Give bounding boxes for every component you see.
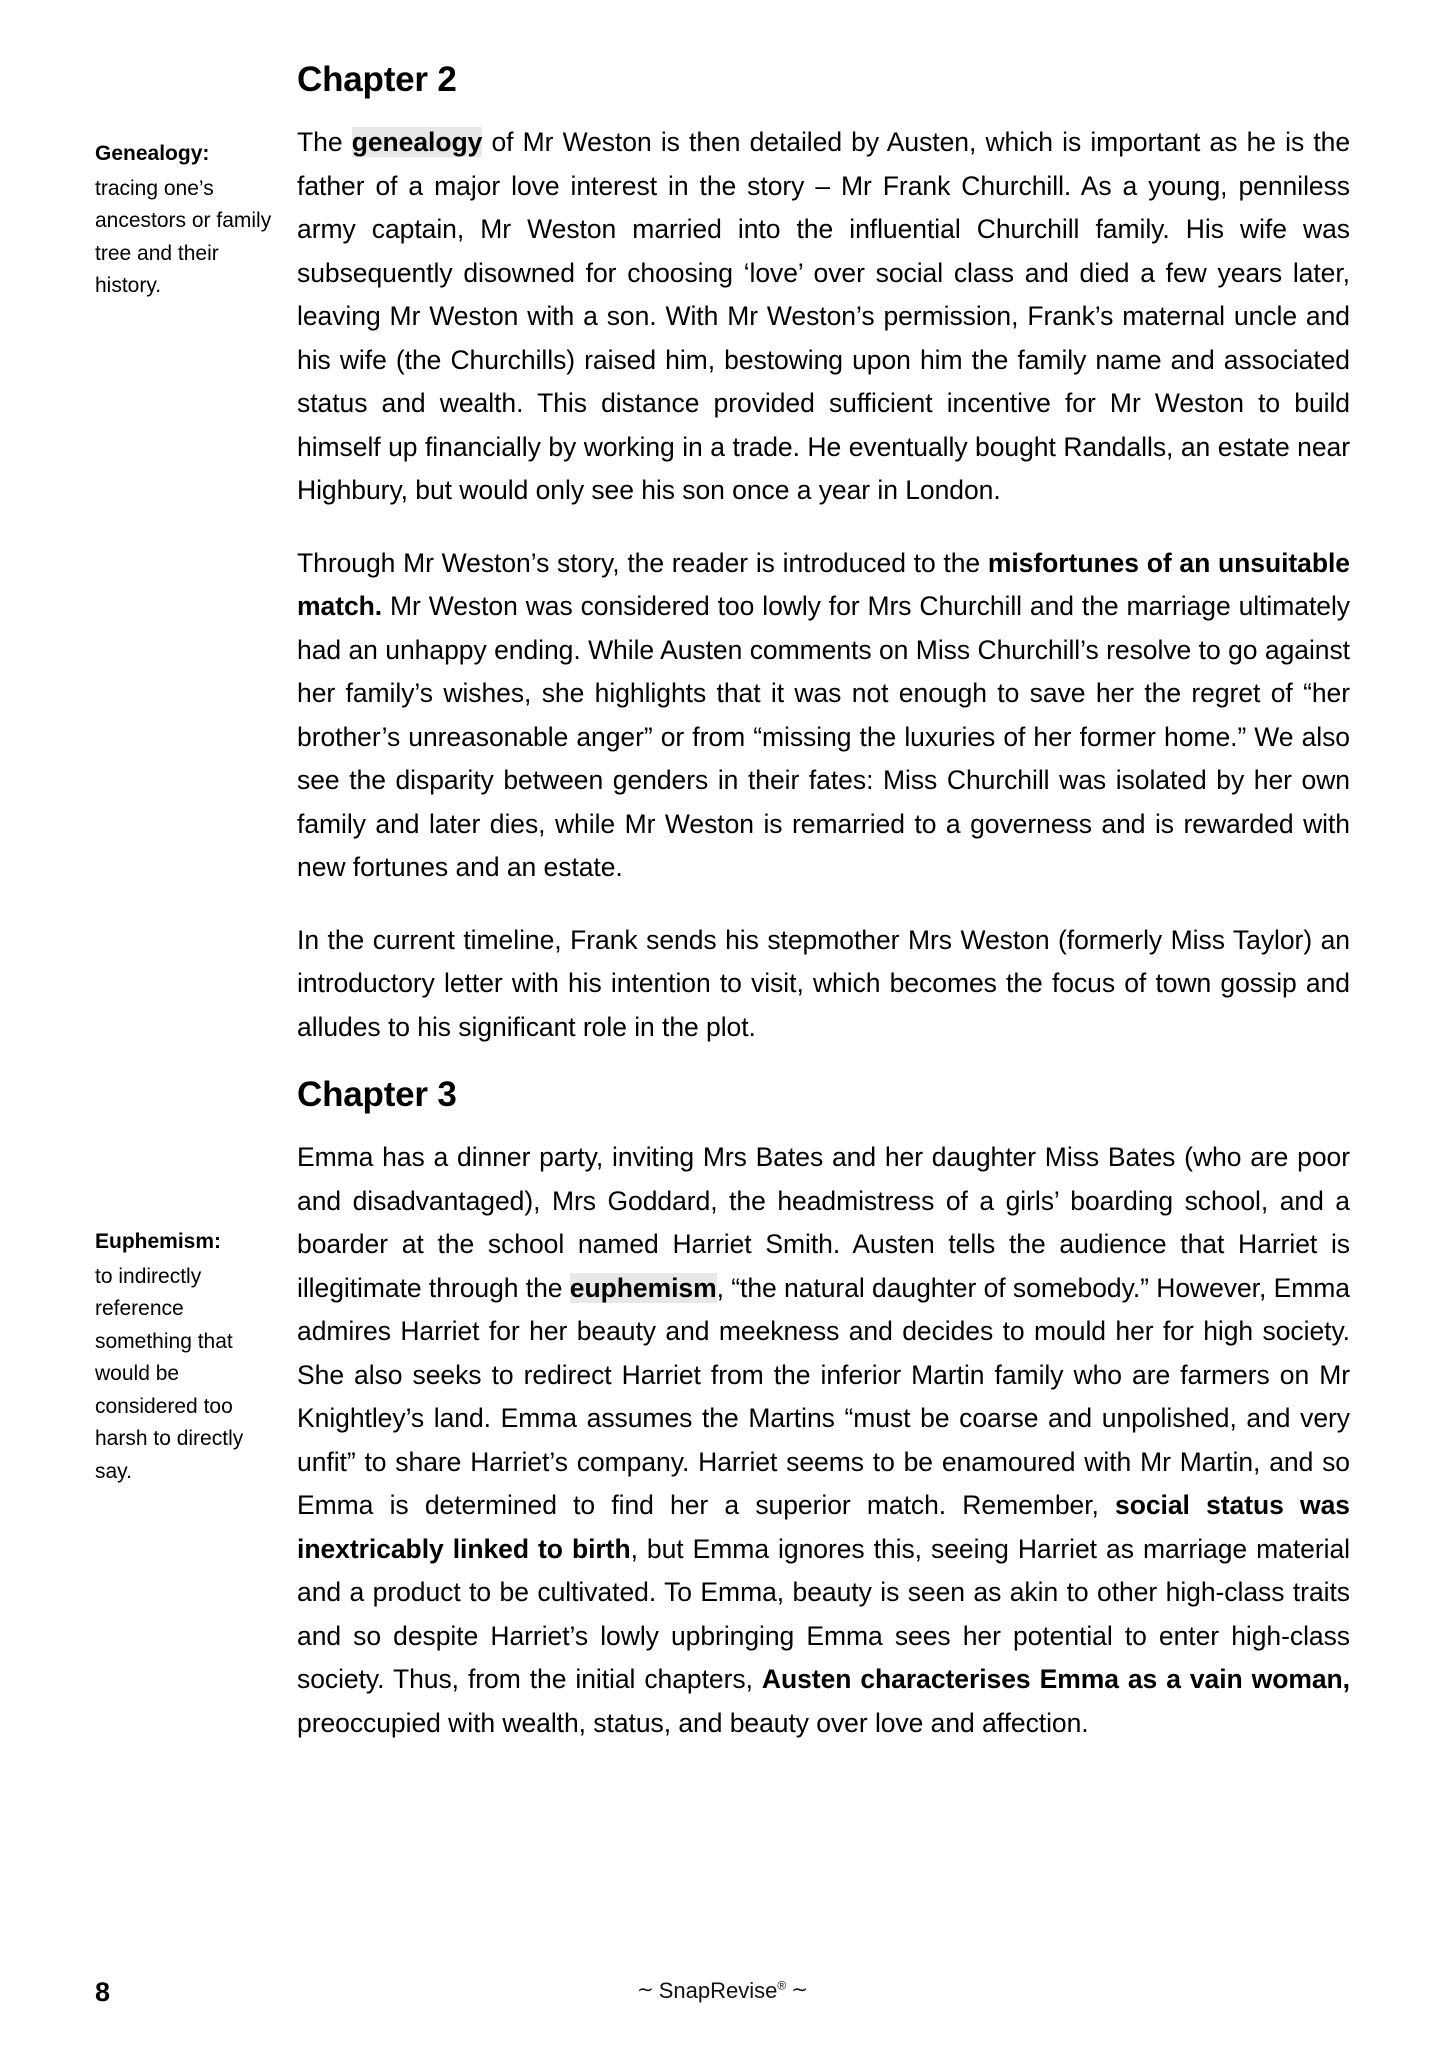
margin-note-genealogy: [95, 138, 283, 303]
chapter-2-body: [297, 60, 1350, 1049]
brand-name: SnapRevise: [658, 1978, 778, 2003]
bold-phrase-social-status: social status was inextricably linked to birth: [297, 1490, 1350, 1564]
paragraph-ch2-p1: [297, 121, 1350, 513]
margin-note-term: Genealogy:: [95, 142, 210, 165]
highlighted-term-genealogy: genealogy: [351, 127, 483, 158]
left-margin-gutter-chapter-3: [95, 1049, 297, 1488]
squiggle-right-icon: ∼: [791, 1979, 809, 2001]
chapter-3-body: [297, 1049, 1350, 1745]
margin-note-term: Euphemism:: [95, 1230, 222, 1254]
text-run: In the current timeline, Frank sends his stepmother Mrs Weston (formerly Miss Taylor) an introductory letter with his intention to visit, which becomes the focus of town gossip and alludes to his significant role in the plot.: [297, 924, 1350, 1042]
text-run: preoccupied with wealth, status, and beauty over love and affection.: [297, 1707, 1089, 1738]
text-run: , but Emma ignores this, seeing Harriet as marriage material and a product to be cultivated. To Emma, beauty is seen as akin to other high-class traits and so despite Harriet’s lowly upbringing Emma sees her potential to enter high-class society. Thus, from the initial chapters,: [297, 1533, 1350, 1695]
chapter-2-heading: Chapter 2: [297, 60, 457, 99]
page-footer: [0, 1930, 1445, 2050]
margin-note-definition: tracing one’s ancestors or family tree and their history.: [95, 176, 272, 297]
left-margin-gutter-chapter-2: [95, 60, 297, 303]
text-run: , “the natural daughter of somebody.” However, Emma admires Harriet for her beauty and meekness and decides to mould her for high society. She also seeks to redirect Harriet from the inferior Martin family who are farmers on Mr Knightley’s land. Emma assumes the Martins “must be coarse and unpolished, and very unfit” to share Harriet’s company. Harriet seems to be enamoured with Mr Martin, and so Emma is determined to find her a superior match. Remember,: [297, 1272, 1350, 1521]
chapter-2-section: [95, 60, 1350, 1049]
squiggle-left-icon: ∼: [636, 1979, 654, 2001]
highlighted-term-euphemism: euphemism: [569, 1272, 717, 1303]
footer-inner: [95, 1930, 1350, 2050]
text-run: Through Mr Weston’s story, the reader is introduced to the: [297, 547, 988, 578]
text-run: Emma has a dinner party, inviting Mrs Bates and her daughter Miss Bates (who are poor and disadvantaged), Mrs Goddard, the headmistress of a girls’ boarding school, and a boarder at the school named Harriet Smith. Austen tells the audience that Harriet is illegitimate through the: [297, 1142, 1350, 1303]
text-run: The: [297, 127, 352, 158]
brand-mark: [632, 1977, 813, 2004]
margin-note-euphemism: [95, 1226, 283, 1488]
margin-note-definition: to indirectly reference something that would be considered too harsh to directly say.: [95, 1264, 244, 1483]
bold-phrase-vain-woman: Austen characterises Emma as a vain woman,: [761, 1664, 1350, 1695]
text-run: Mr Weston was considered too lowly for Mrs Churchill and the marriage ultimately had an unhappy ending. While Austen comments on Miss Churchill’s resolve to go against her family’s wishes, she highlights that it was not enough to save her the regret of “her brother’s unreasonable anger” or from “missing the luxuries of her former home.” We also see the disparity between genders in their fates: Miss Churchill was isolated by her own family and later dies, while Mr Weston is remarried to a governess and is rewarded with new fortunes and an estate.: [297, 591, 1350, 883]
paragraph-ch2-p2: [297, 542, 1350, 890]
text-run: of Mr Weston is then detailed by Austen, which is important as he is the father of a major love interest in the story – Mr Frank Churchill. As a young, penniless army captain, Mr Weston married into the influential Churchill family. His wife was subsequently disowned for choosing ‘love’ over social class and died a few years later, leaving Mr Weston with a son. With Mr Weston’s permission, Frank’s maternal uncle and his wife (the Churchills) raised him, bestowing upon him the family name and associated status and wealth. This distance provided sufficient incentive for Mr Weston to build himself up financially by working in a trade. He eventually bought Randalls, an estate near Highbury, but would only see his son once a year in London.: [297, 127, 1351, 506]
chapter-3-section: [95, 1049, 1350, 1745]
registered-trademark-icon: ®: [777, 1978, 787, 1993]
paragraph-ch2-p3: [297, 919, 1350, 1050]
page-number: 8: [95, 1977, 111, 2007]
chapter-3-heading: Chapter 3: [297, 1075, 457, 1115]
bold-phrase-misfortunes: misfortunes of an unsuitable match.: [297, 547, 1350, 622]
paragraph-ch3-p1: [297, 1136, 1350, 1745]
